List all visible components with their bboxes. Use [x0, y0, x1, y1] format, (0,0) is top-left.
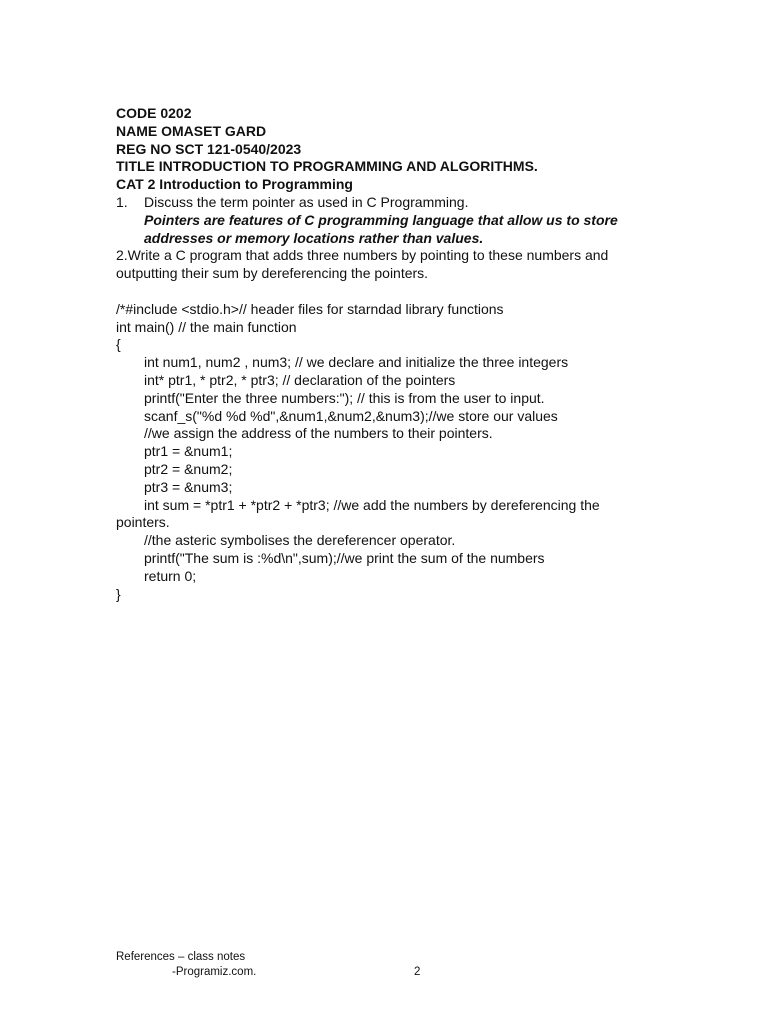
spacer — [116, 283, 646, 301]
code-line: printf("Enter the three numbers:"); // this is from the user to input. — [144, 389, 545, 406]
question-1-text: Discuss the term pointer as used in C Programming. — [144, 193, 469, 210]
code-open-brace: { — [116, 336, 121, 353]
page-number: 2 — [414, 966, 421, 978]
code-sum-line: int sum = *ptr1 + *ptr2 + *ptr3; //we add the numbers by dereferencing the — [144, 496, 600, 513]
code-line: int num1, num2 , num3; // we declare and initialize the three integers — [144, 354, 569, 371]
code-close-brace: } — [116, 585, 121, 602]
code-line: scanf_s("%d %d %d",&num1,&num2,&num3);//we store our values — [144, 407, 558, 424]
question-1-answer-line-2: addresses or memory locations rather than values. — [144, 229, 484, 246]
code-line: ptr3 = &num3; — [144, 478, 233, 495]
student-name: NAME OMASET GARD — [116, 122, 267, 139]
code-include-line: /*#include <stdio.h>// header files for starndad library functions — [116, 300, 504, 317]
cat-heading: CAT 2 Introduction to Programming — [116, 176, 353, 193]
code-line: int* ptr1, * ptr2, * ptr3; // declaration of the pointers — [144, 371, 456, 388]
code-line: //the asteric symbolises the dereferencer operator. — [144, 532, 456, 549]
question-1 — [116, 194, 646, 212]
code-line: ptr1 = &num1; — [144, 443, 233, 460]
references-label: References – class notes — [116, 951, 246, 963]
code-main-line: int main() // the main function — [116, 318, 297, 335]
references-source: -Programiz.com. — [172, 966, 257, 978]
document-title: TITLE INTRODUCTION TO PROGRAMMING AND ALGORITHMS. — [116, 158, 538, 175]
code-sum-line-continuation: pointers. — [116, 514, 170, 531]
question-1-number: 1. — [116, 193, 128, 210]
question-1-answer-line-1: Pointers are features of C programming language that allow us to store — [144, 211, 618, 228]
question-2-text: 2.Write a C program that adds three numbers by pointing to these numbers and outputting their sum by dereferencing the pointers. — [116, 247, 609, 282]
code-line: ptr2 = &num2; — [144, 460, 233, 477]
code-line: return 0; — [144, 567, 197, 584]
registration-number: REG NO SCT 121-0540/2023 — [116, 140, 302, 157]
document-body — [116, 105, 646, 603]
code-line: //we assign the address of the numbers to their pointers. — [144, 425, 493, 442]
course-code: CODE 0202 — [116, 105, 192, 121]
code-line: printf("The sum is :%d\n",sum);//we print the sum of the numbers — [144, 549, 545, 566]
references-footer — [116, 950, 256, 980]
